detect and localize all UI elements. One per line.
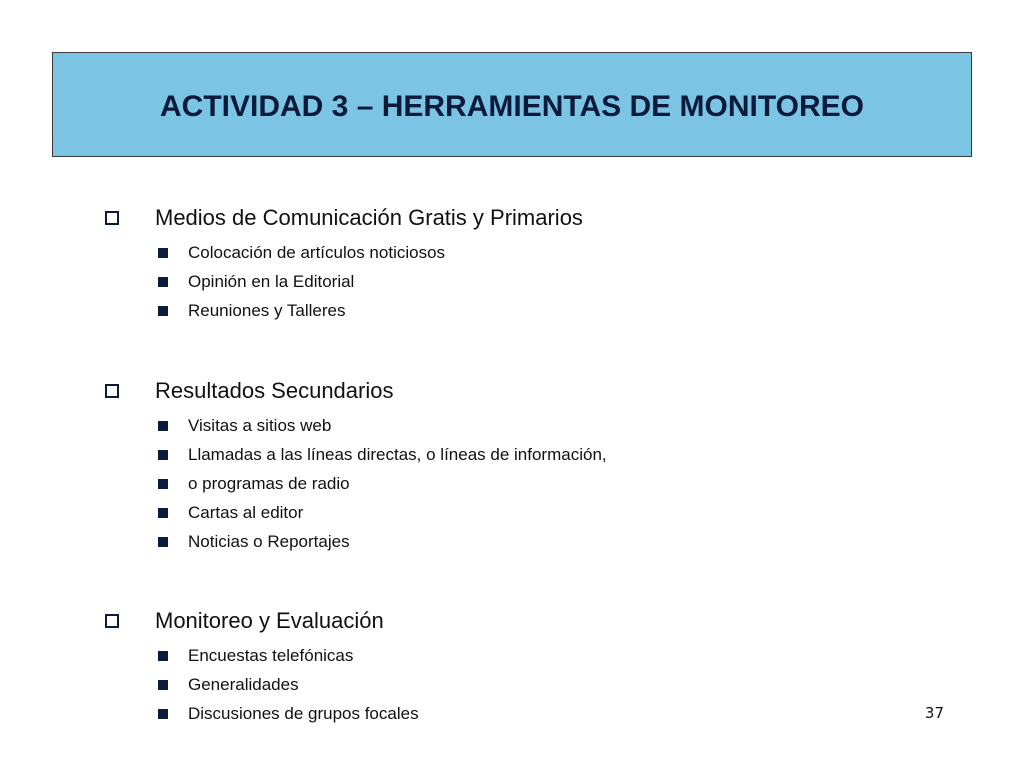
- filled-square-icon: [158, 421, 168, 431]
- list-item: [158, 670, 419, 699]
- bullet-list: [105, 411, 607, 556]
- filled-square-icon: [158, 248, 168, 258]
- page-number: 37: [924, 704, 944, 722]
- section-heading-row: [105, 376, 607, 406]
- hollow-square-icon: [105, 614, 119, 628]
- list-item: [158, 267, 583, 296]
- list-item-text: Colocación de artículos noticiosos: [188, 242, 446, 262]
- section-heading-row: [105, 606, 419, 636]
- section-heading: Medios de Comunicación Gratis y Primarios: [155, 205, 583, 230]
- list-item-text: Opinión en la Editorial: [188, 271, 355, 291]
- list-item-text: Llamadas a las líneas directas, o líneas de información,: [188, 444, 607, 464]
- list-item: [158, 498, 607, 527]
- list-item-text: Reuniones y Talleres: [188, 300, 346, 320]
- list-item-text: Cartas al editor: [188, 502, 304, 522]
- filled-square-icon: [158, 508, 168, 518]
- list-item: [158, 238, 583, 267]
- bullet-list: [105, 238, 583, 325]
- section-monitoreo: [105, 606, 419, 728]
- bullet-list: [105, 641, 419, 728]
- list-item-text: Encuestas telefónicas: [188, 645, 354, 665]
- list-item: [158, 411, 607, 440]
- section-heading: Monitoreo y Evaluación: [155, 608, 384, 633]
- section-heading-row: [105, 203, 583, 233]
- filled-square-icon: [158, 450, 168, 460]
- list-item: [158, 296, 583, 325]
- section-resultados: [105, 376, 607, 556]
- list-item: [158, 527, 607, 556]
- filled-square-icon: [158, 277, 168, 287]
- slide-title: ACTIVIDAD 3 – HERRAMIENTAS DE MONITOREO: [160, 89, 864, 123]
- filled-square-icon: [158, 537, 168, 547]
- hollow-square-icon: [105, 211, 119, 225]
- list-item-text: Visitas a sitios web: [188, 415, 332, 435]
- list-item: [158, 440, 607, 469]
- list-item-text: Discusiones de grupos focales: [188, 703, 419, 723]
- filled-square-icon: [158, 479, 168, 489]
- hollow-square-icon: [105, 384, 119, 398]
- list-item-text: o programas de radio: [188, 473, 350, 493]
- title-banner: [52, 52, 972, 157]
- list-item-text: Noticias o Reportajes: [188, 531, 350, 551]
- list-item-text: Generalidades: [188, 674, 299, 694]
- filled-square-icon: [158, 709, 168, 719]
- filled-square-icon: [158, 680, 168, 690]
- section-medios: [105, 203, 583, 325]
- list-item: [158, 469, 607, 498]
- list-item: [158, 641, 419, 670]
- list-item: [158, 699, 419, 728]
- filled-square-icon: [158, 306, 168, 316]
- filled-square-icon: [158, 651, 168, 661]
- section-heading: Resultados Secundarios: [155, 378, 394, 403]
